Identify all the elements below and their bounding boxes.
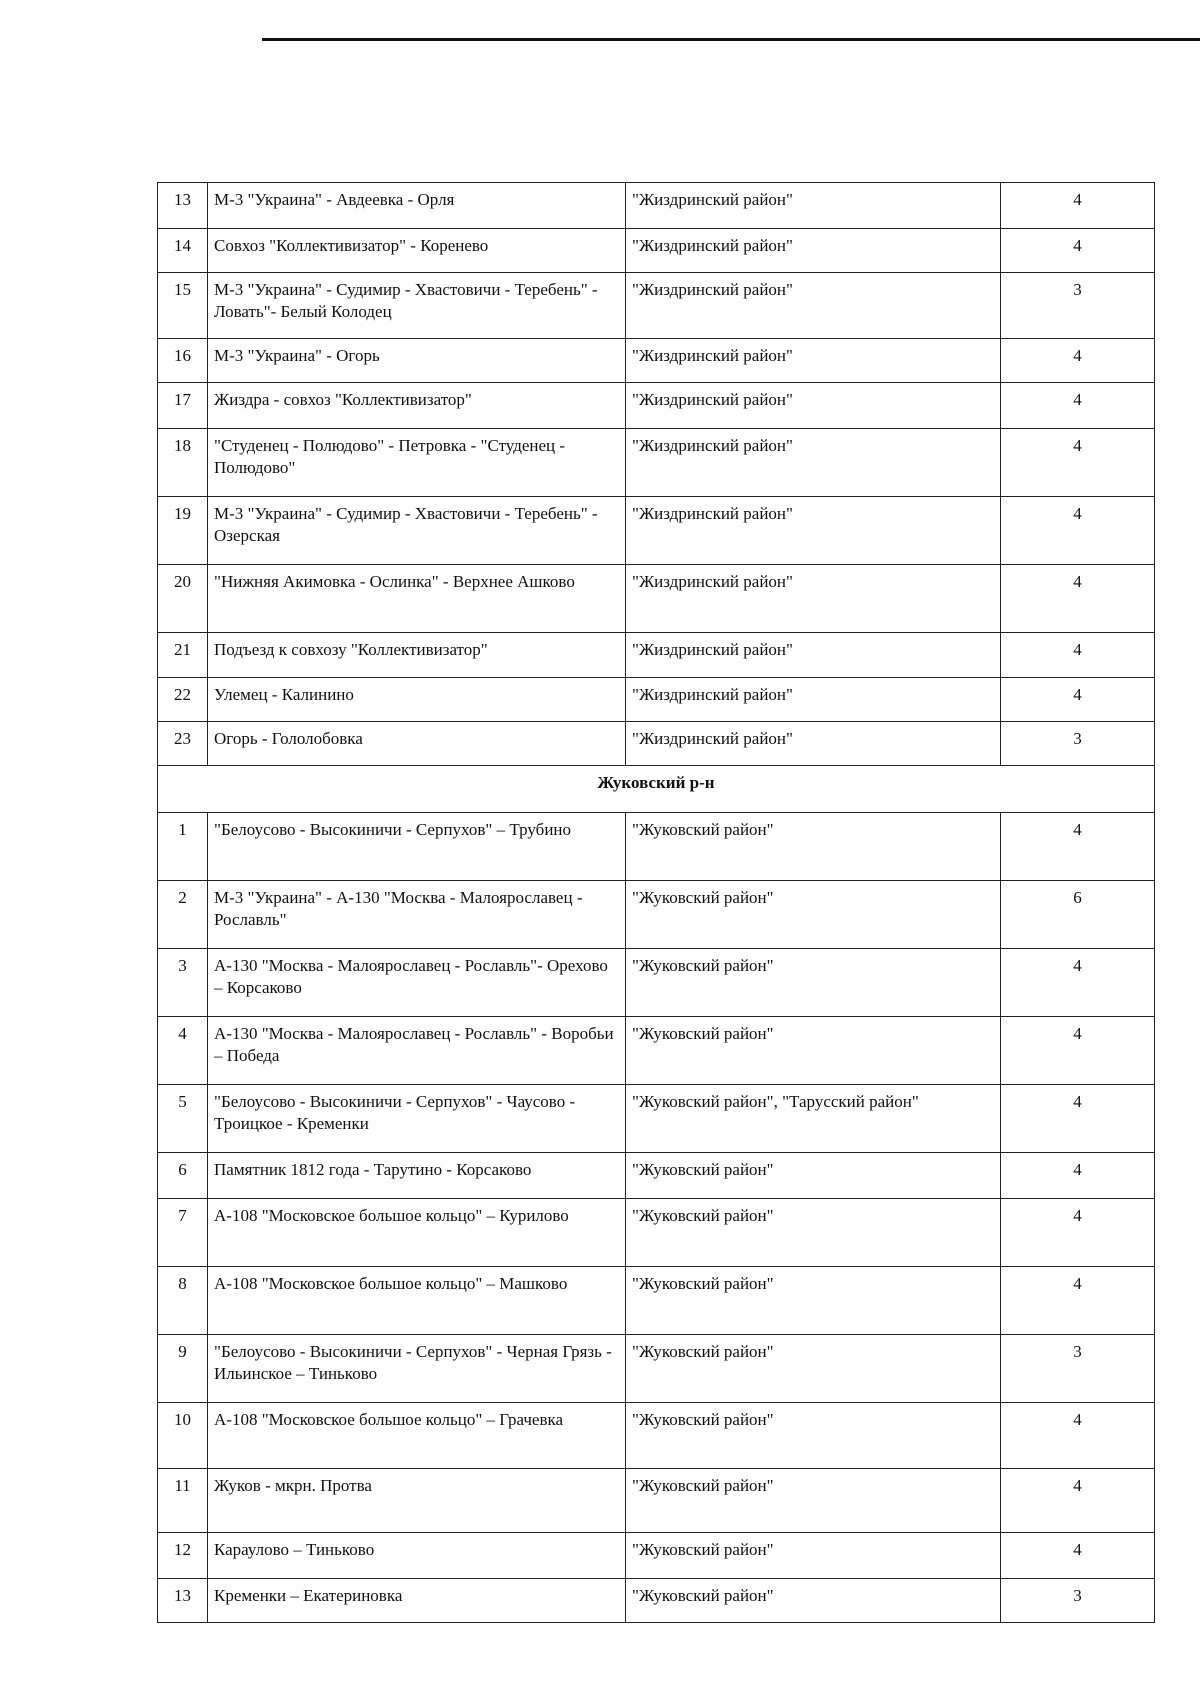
road-name: А-108 "Московское большое кольцо" – Курилово (208, 1199, 626, 1267)
road-name: Памятник 1812 года - Тарутино - Корсаково (208, 1153, 626, 1199)
table-row (158, 678, 1155, 722)
road-owner: "Жуковский район" (626, 1579, 1001, 1623)
table-row (158, 1017, 1155, 1085)
row-number: 14 (158, 229, 208, 273)
road-owner: "Жиздринский район" (626, 429, 1001, 497)
road-category: 4 (1001, 1085, 1155, 1153)
road-category: 4 (1001, 1153, 1155, 1199)
road-category: 4 (1001, 1017, 1155, 1085)
row-number: 20 (158, 565, 208, 633)
road-name: Жуков - мкрн. Протва (208, 1469, 626, 1533)
road-category: 4 (1001, 1403, 1155, 1469)
road-owner: "Жуковский район" (626, 1403, 1001, 1469)
table-row (158, 633, 1155, 678)
roads-table (157, 182, 1155, 1623)
section-title: Жуковский р-н (158, 766, 1155, 813)
road-name: М-3 "Украина" - А-130 "Москва - Малоярославец - Рославль" (208, 881, 626, 949)
zhizdra-rows (158, 183, 1155, 766)
road-name: Кременки – Екатериновка (208, 1579, 626, 1623)
header-rule (262, 38, 1200, 41)
table-row (158, 1335, 1155, 1403)
row-number: 22 (158, 678, 208, 722)
road-category: 3 (1001, 273, 1155, 339)
row-number: 6 (158, 1153, 208, 1199)
road-category: 4 (1001, 229, 1155, 273)
road-owner: "Жуковский район" (626, 1335, 1001, 1403)
section-header-row (158, 766, 1155, 813)
road-name: А-130 "Москва - Малоярославец - Рославль"- Орехово – Корсаково (208, 949, 626, 1017)
row-number: 21 (158, 633, 208, 678)
table-row (158, 229, 1155, 273)
section-header (158, 766, 1155, 813)
table-row (158, 273, 1155, 339)
road-category: 4 (1001, 813, 1155, 881)
row-number: 16 (158, 339, 208, 383)
road-owner: "Жиздринский район" (626, 722, 1001, 766)
road-owner: "Жуковский район" (626, 949, 1001, 1017)
road-name: А-108 "Московское большое кольцо" – Грачевка (208, 1403, 626, 1469)
road-category: 4 (1001, 678, 1155, 722)
road-name: Жиздра - совхоз "Коллективизатор" (208, 383, 626, 429)
road-name: Улемец - Калинино (208, 678, 626, 722)
row-number: 7 (158, 1199, 208, 1267)
table-row (158, 383, 1155, 429)
road-owner: "Жуковский район" (626, 813, 1001, 881)
road-category: 4 (1001, 339, 1155, 383)
row-number: 19 (158, 497, 208, 565)
road-owner: "Жиздринский район" (626, 183, 1001, 229)
road-owner: "Жиздринский район" (626, 339, 1001, 383)
row-number: 3 (158, 949, 208, 1017)
row-number: 9 (158, 1335, 208, 1403)
table-row (158, 881, 1155, 949)
table-row (158, 1469, 1155, 1533)
road-name: "Белоусово - Высокиничи - Серпухов" – Трубино (208, 813, 626, 881)
road-name: Караулово – Тиньково (208, 1533, 626, 1579)
zhukov-rows (158, 813, 1155, 1623)
road-category: 4 (1001, 429, 1155, 497)
table-row (158, 949, 1155, 1017)
road-category: 3 (1001, 1335, 1155, 1403)
road-category: 4 (1001, 497, 1155, 565)
row-number: 8 (158, 1267, 208, 1335)
row-number: 4 (158, 1017, 208, 1085)
table-row (158, 722, 1155, 766)
table-row (158, 1267, 1155, 1335)
row-number: 23 (158, 722, 208, 766)
road-owner: "Жуковский район" (626, 1153, 1001, 1199)
road-owner: "Жиздринский район" (626, 678, 1001, 722)
table-row (158, 497, 1155, 565)
table-row (158, 339, 1155, 383)
road-name: "Белоусово - Высокиничи - Серпухов" - Чаусово - Троицкое - Кременки (208, 1085, 626, 1153)
road-category: 4 (1001, 383, 1155, 429)
road-name: А-108 "Московское большое кольцо" – Машково (208, 1267, 626, 1335)
row-number: 13 (158, 1579, 208, 1623)
table-row (158, 1403, 1155, 1469)
table-row (158, 1533, 1155, 1579)
road-category: 4 (1001, 949, 1155, 1017)
row-number: 5 (158, 1085, 208, 1153)
table-row (158, 813, 1155, 881)
road-name: М-3 "Украина" - Судимир - Хвастовичи - Теребень" - Ловать"- Белый Колодец (208, 273, 626, 339)
road-name: М-3 "Украина" - Авдеевка - Орля (208, 183, 626, 229)
road-owner: "Жиздринский район" (626, 633, 1001, 678)
road-name: М-3 "Украина" - Судимир - Хвастовичи - Теребень" - Озерская (208, 497, 626, 565)
road-owner: "Жуковский район" (626, 1267, 1001, 1335)
road-category: 4 (1001, 1267, 1155, 1335)
row-number: 13 (158, 183, 208, 229)
road-owner: "Жуковский район" (626, 1199, 1001, 1267)
row-number: 17 (158, 383, 208, 429)
road-owner: "Жуковский район" (626, 1469, 1001, 1533)
table-row (158, 1579, 1155, 1623)
road-owner: "Жиздринский район" (626, 229, 1001, 273)
road-name: А-130 "Москва - Малоярославец - Рославль" - Воробьи – Победа (208, 1017, 626, 1085)
road-name: Огорь - Гололобовка (208, 722, 626, 766)
road-owner: "Жуковский район" (626, 881, 1001, 949)
table-row (158, 1199, 1155, 1267)
road-name: "Нижняя Акимовка - Ослинка" - Верхнее Ашково (208, 565, 626, 633)
road-name: "Белоусово - Высокиничи - Серпухов" - Черная Грязь - Ильинское – Тиньково (208, 1335, 626, 1403)
road-category: 4 (1001, 1199, 1155, 1267)
road-owner: "Жуковский район" (626, 1017, 1001, 1085)
road-category: 6 (1001, 881, 1155, 949)
table-row (158, 1085, 1155, 1153)
road-category: 3 (1001, 722, 1155, 766)
road-name: "Студенец - Полюдово" - Петровка - "Студенец - Полюдово" (208, 429, 626, 497)
road-category: 4 (1001, 183, 1155, 229)
row-number: 2 (158, 881, 208, 949)
road-owner: "Жиздринский район" (626, 383, 1001, 429)
road-name: М-3 "Украина" - Огорь (208, 339, 626, 383)
road-name: Подъезд к совхозу "Коллективизатор" (208, 633, 626, 678)
road-category: 4 (1001, 1469, 1155, 1533)
row-number: 15 (158, 273, 208, 339)
row-number: 11 (158, 1469, 208, 1533)
table-row (158, 565, 1155, 633)
row-number: 12 (158, 1533, 208, 1579)
road-category: 4 (1001, 633, 1155, 678)
road-owner: "Жуковский район", "Тарусский район" (626, 1085, 1001, 1153)
row-number: 18 (158, 429, 208, 497)
road-category: 3 (1001, 1579, 1155, 1623)
row-number: 10 (158, 1403, 208, 1469)
road-owner: "Жиздринский район" (626, 273, 1001, 339)
table-row (158, 1153, 1155, 1199)
table-row (158, 183, 1155, 229)
road-owner: "Жуковский район" (626, 1533, 1001, 1579)
road-category: 4 (1001, 565, 1155, 633)
table-row (158, 429, 1155, 497)
row-number: 1 (158, 813, 208, 881)
road-category: 4 (1001, 1533, 1155, 1579)
road-name: Совхоз "Коллективизатор" - Коренево (208, 229, 626, 273)
road-owner: "Жиздринский район" (626, 565, 1001, 633)
road-owner: "Жиздринский район" (626, 497, 1001, 565)
